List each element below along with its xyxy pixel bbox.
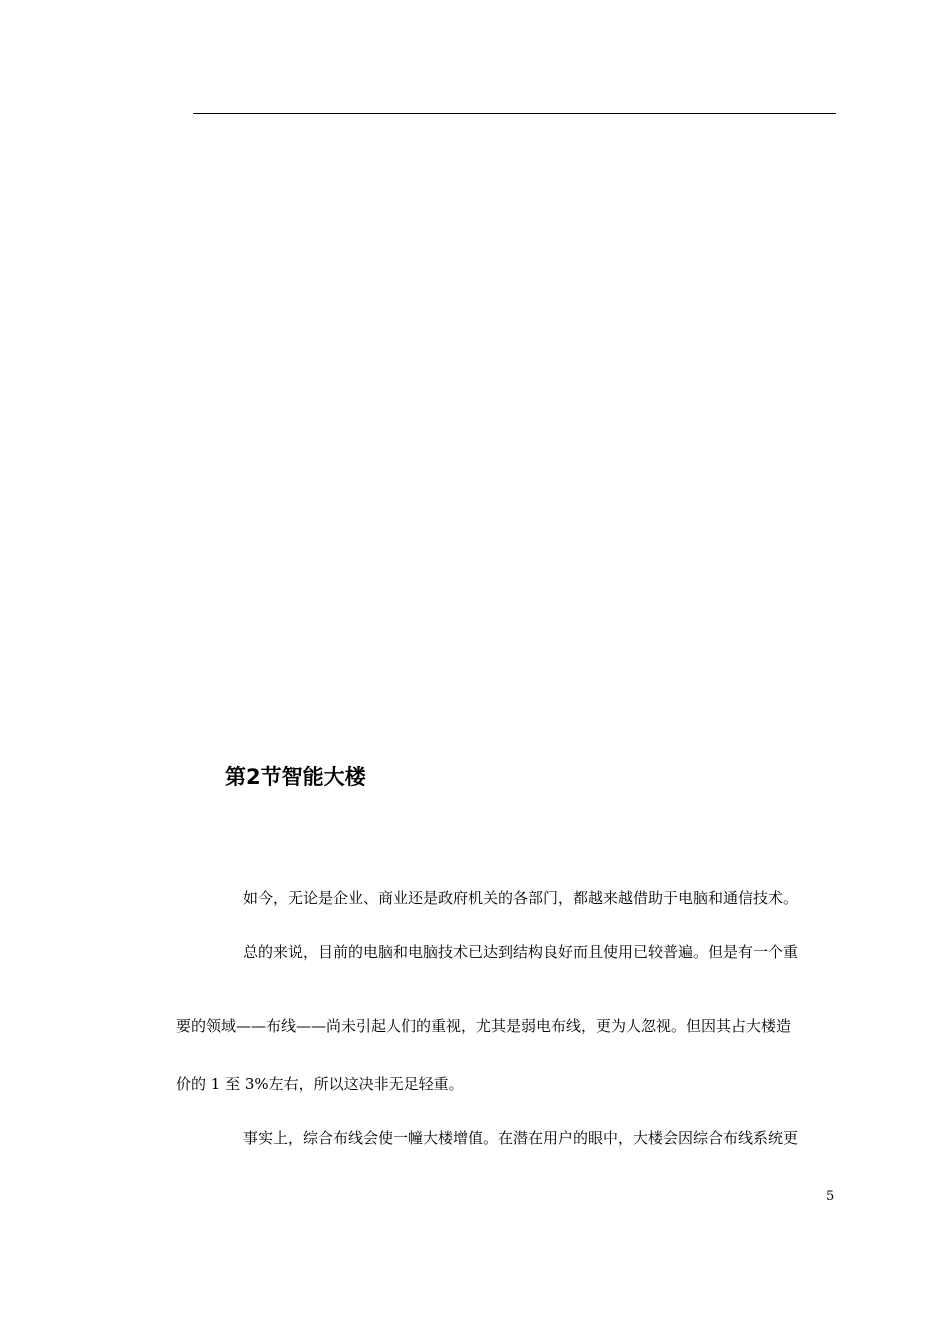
body-text-line: 价的 1 至 3%左右，所以这决非无足轻重。: [176, 1075, 464, 1093]
body-text-line: 要的领域——布线——尚未引起人们的重视，尤其是弱电布线，更为人忽视。但因其占大楼造: [176, 1017, 792, 1035]
body-text-line: 总的来说，目前的电脑和电脑技术已达到结构良好而且使用已较普遍。但是有一个重: [243, 943, 799, 961]
body-text-line: 事实上，综合布线会使一幢大楼增值。在潜在用户的眼中，大楼会因综合布线系统更: [243, 1129, 799, 1147]
body-text-line: 如今，无论是企业、商业还是政府机关的各部门，都越来越借助于电脑和通信技术。: [243, 889, 799, 907]
header-rule: [193, 113, 836, 114]
section-heading: 第2节智能大楼: [225, 765, 366, 789]
page-number: 5: [826, 1189, 835, 1204]
